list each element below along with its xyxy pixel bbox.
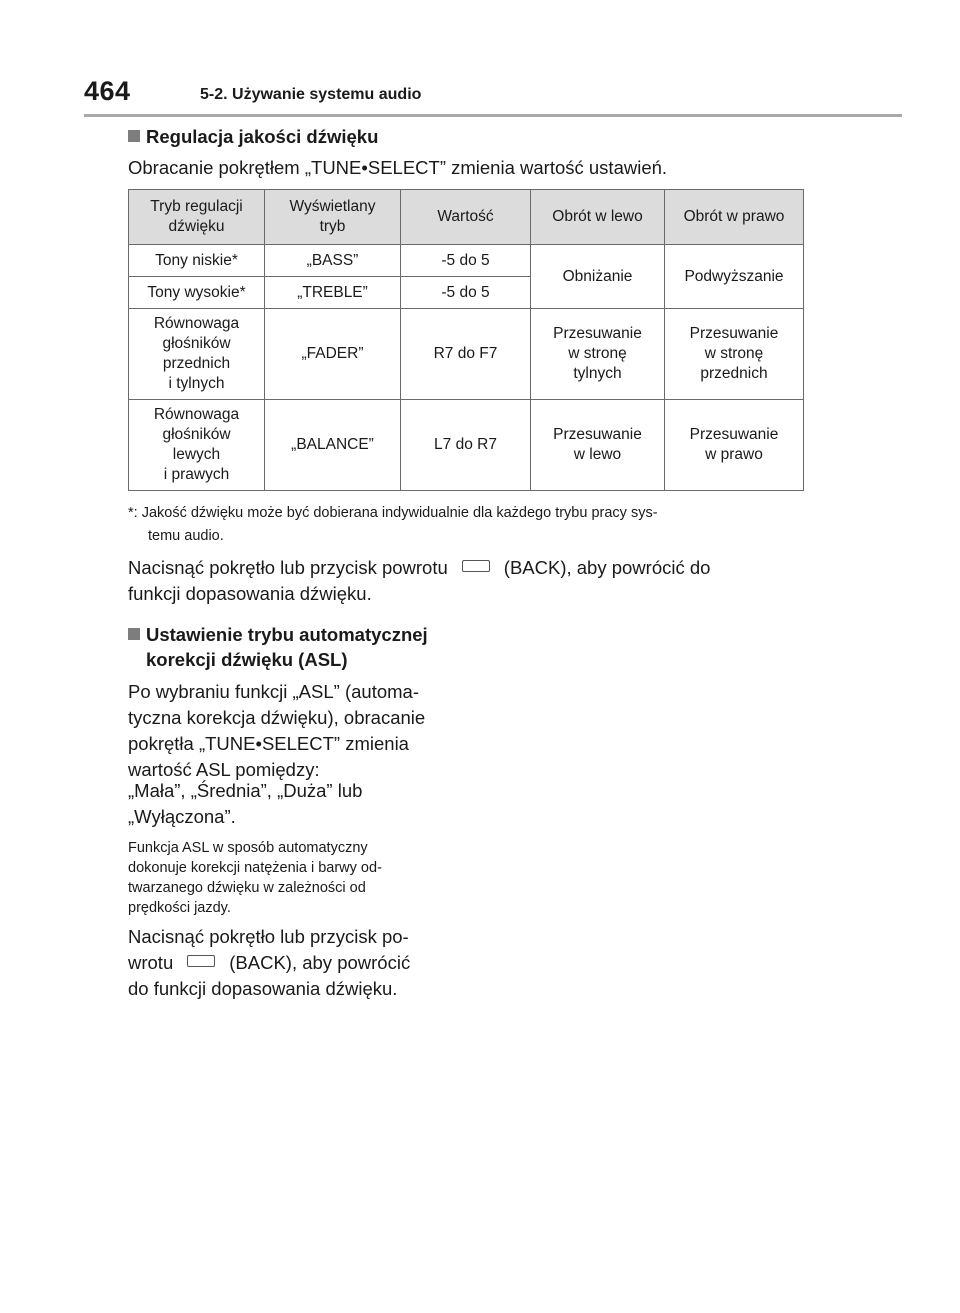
cell-value: L7 do R7	[401, 400, 531, 491]
cell-right-merged: Podwyższanie	[665, 245, 804, 309]
sound-settings-table	[128, 189, 804, 491]
heading-sound-quality: Regulacja jakości dźwięku	[128, 124, 378, 149]
intro-text: Obracanie pokrętłem „TUNE•SELECT” zmienia wartość ustawień.	[128, 157, 668, 178]
page-header	[84, 76, 902, 116]
cell-mode: Równowaga głośników lewych i prawych	[129, 400, 265, 491]
cell-value: -5 do 5	[401, 245, 531, 277]
col-header-mode: Tryb regulacji dźwięku	[129, 190, 265, 245]
cell-display: „BASS”	[265, 245, 401, 277]
cell-left: Przesuwanie w lewo	[531, 400, 665, 491]
cell-left: Przesuwanie w stronę tylnych	[531, 309, 665, 400]
cell-mode: Tony wysokie*	[129, 277, 265, 309]
table-row	[129, 245, 804, 277]
page-number: 464	[84, 76, 131, 106]
footnote-line2: temu audio.	[148, 528, 224, 544]
back-button-icon	[462, 560, 490, 572]
col-header-value: Wartość	[401, 190, 531, 245]
cell-mode: Równowaga głośników przednich i tylnych	[129, 309, 265, 400]
cell-value: R7 do F7	[401, 309, 531, 400]
heading-asl-line2: korekcji dźwięku (ASL)	[146, 649, 348, 670]
asl-back-instruction: Nacisnąć pokrętło lub przycisk po- wrotu (BACK), aby powrócić do funkcji dopasowania dźwięku.	[128, 926, 411, 999]
asl-options: „Mała”, „Średnia”, „Duża” lub „Wyłączona”.	[128, 780, 363, 827]
back-instruction-line2: funkcji dopasowania dźwięku.	[128, 583, 372, 604]
cell-display: „FADER”	[265, 309, 401, 400]
col-header-right: Obrót w prawo	[665, 190, 804, 245]
header-divider	[84, 114, 902, 117]
cell-display: „BALANCE”	[265, 400, 401, 491]
col-header-display: Wyświetlany tryb	[265, 190, 401, 245]
back-instruction: Nacisnąć pokrętło lub przycisk powrotu (BACK), aby powrócić do	[128, 557, 711, 578]
back-button-icon	[187, 955, 215, 967]
footnote-line1: *: Jakość dźwięku może być dobierana indywidualnie dla każdego trybu pracy sys-	[128, 505, 658, 521]
col-header-left: Obrót w lewo	[531, 190, 665, 245]
asl-description: Po wybraniu funkcji „ASL” (automa- tyczna korekcja dźwięku), obracanie pokrętła „TUNE•SELECT” zmienia wartość ASL pomiędzy:	[128, 681, 426, 780]
table-row	[129, 309, 804, 400]
table-row	[129, 400, 804, 491]
square-bullet-icon	[128, 628, 140, 640]
asl-note: Funkcja ASL w sposób automatyczny dokonuje korekcji natężenia i barwy od- twarzanego dźwięku w zależności od prędkości jazdy.	[128, 840, 382, 916]
table-header-row	[129, 190, 804, 245]
cell-display: „TREBLE”	[265, 277, 401, 309]
cell-value: -5 do 5	[401, 277, 531, 309]
cell-right: Przesuwanie w prawo	[665, 400, 804, 491]
cell-right: Przesuwanie w stronę przednich	[665, 309, 804, 400]
square-bullet-icon	[128, 130, 140, 142]
heading-asl: Ustawienie trybu automatycznej	[128, 622, 428, 647]
cell-mode: Tony niskie*	[129, 245, 265, 277]
cell-left-merged: Obniżanie	[531, 245, 665, 309]
section-title: 5-2. Używanie systemu audio	[200, 86, 422, 103]
